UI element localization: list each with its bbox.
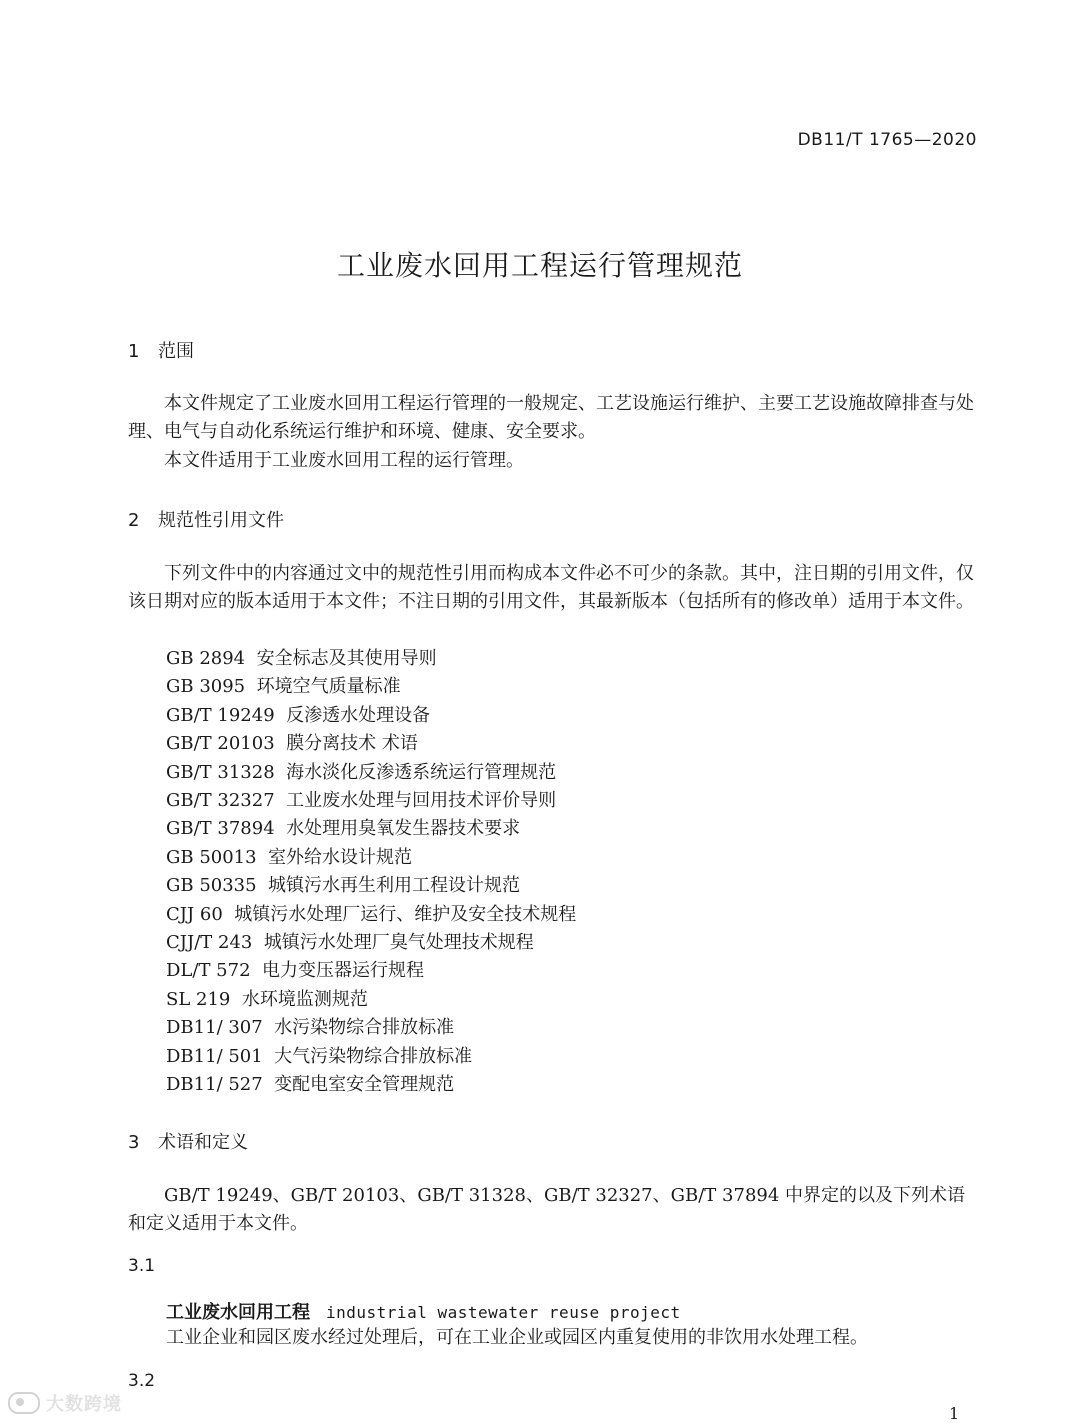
reference-item: [166, 929, 534, 957]
reference-name: 城镇污水处理厂运行、维护及安全技术规程: [234, 903, 577, 925]
clause-3-2-number: 3.2: [128, 1371, 156, 1391]
page-number: 1: [949, 1404, 960, 1423]
reference-code: GB/T 20103: [166, 733, 275, 755]
reference-name: 环境空气质量标准: [256, 676, 401, 698]
section-2-intro: 下列文件中的内容通过文中的规范性引用而构成本文件必不可少的条款。其中，注日期的引用文件，仅该日期对应的版本适用于本文件；不注日期的引用文件，其最新版本（包括所有的修改单）适用于本文件。: [128, 563, 974, 612]
reference-code: GB/T 31328: [166, 761, 275, 783]
section-3-title: 术语和定义: [158, 1132, 248, 1153]
reference-item: [166, 787, 556, 815]
reference-name: 大气污染物综合排放标准: [274, 1045, 473, 1067]
reference-name: 海水淡化反渗透系统运行管理规范: [286, 761, 557, 783]
section-3-intro: GB/T 19249、GB/T 20103、GB/T 31328、GB/T 32327、GB/T 37894 中界定的以及下列术语和定义适用于本文件。: [128, 1185, 966, 1234]
section-1-paragraph-1: 本文件规定了工业废水回用工程运行管理的一般规定、工艺设施运行维护、主要工艺设施故障排查与处理、电气与自动化系统运行维护和环境、健康、安全要求。: [128, 393, 974, 442]
reference-item: [166, 872, 520, 900]
reference-name: 水污染物综合排放标准: [274, 1017, 455, 1039]
section-2-title: 规范性引用文件: [158, 510, 284, 531]
reference-code: CJJ 60: [166, 903, 223, 925]
reference-item: [166, 730, 418, 758]
watermark-text: 大数跨境: [46, 1394, 122, 1415]
reference-name: 城镇污水再生利用工程设计规范: [268, 875, 521, 897]
reference-code: GB 3095: [166, 676, 246, 698]
reference-name: 室外给水设计规范: [268, 846, 413, 868]
document-id: DB11/T 1765—2020: [797, 130, 977, 150]
reference-name: 水处理用臭氧发生器技术要求: [286, 818, 521, 840]
reference-code: DL/T 572: [166, 960, 251, 982]
watermark-logo-icon: [8, 1392, 40, 1414]
reference-code: GB/T 32327: [166, 790, 275, 811]
reference-code: DB11/ 527: [166, 1074, 263, 1095]
reference-item: [166, 1071, 454, 1099]
reference-item: [166, 901, 576, 929]
section-3-heading: [128, 1128, 248, 1154]
reference-name: 城镇污水处理厂臭气处理技术规程: [263, 932, 534, 953]
reference-code: DB11/ 501: [166, 1045, 263, 1067]
reference-code: GB 50013: [166, 846, 257, 868]
reference-code: GB/T 19249: [166, 704, 275, 726]
reference-item: [166, 815, 520, 843]
reference-item: [166, 1014, 454, 1042]
reference-item: [166, 844, 412, 872]
reference-name: 安全标志及其使用导则: [256, 648, 437, 669]
reference-name: 变配电室安全管理规范: [274, 1074, 455, 1095]
section-3-number: 3: [128, 1132, 140, 1153]
reference-code: GB 2894: [166, 648, 246, 669]
document-title: 工业废水回用工程运行管理规范: [336, 249, 743, 282]
reference-code: SL 219: [166, 988, 231, 1010]
reference-code: CJJ/T 243: [166, 932, 253, 953]
term-definition: 工业企业和园区废水经过处理后，可在工业企业或园区内重复使用的非饮用水处理工程。: [166, 1327, 868, 1348]
watermark: [8, 1390, 122, 1416]
reference-item: [166, 957, 424, 985]
reference-name: 电力变压器运行规程: [262, 960, 424, 982]
term-english: industrial wastewater reuse project: [326, 1303, 681, 1322]
reference-item: [166, 759, 556, 787]
reference-code: GB/T 37894: [166, 818, 275, 840]
clause-3-1-number: 3.1: [128, 1256, 156, 1276]
reference-name: 工业废水处理与回用技术评价导则: [286, 790, 557, 811]
reference-name: 水环境监测规范: [241, 988, 368, 1010]
section-1-heading: [128, 337, 194, 363]
reference-item: [166, 645, 437, 673]
reference-code: DB11/ 307: [166, 1017, 263, 1039]
section-1-paragraph-2: 本文件适用于工业废水回用工程的运行管理。: [164, 450, 524, 471]
reference-item: [166, 1043, 472, 1071]
reference-item: [166, 673, 401, 701]
reference-code: GB 50335: [166, 875, 257, 897]
section-2-heading: [128, 506, 284, 532]
term-chinese: 工业废水回用工程: [166, 1302, 310, 1323]
reference-item: [166, 702, 430, 730]
reference-name: 膜分离技术 术语: [286, 733, 418, 755]
section-1-number: 1: [128, 341, 140, 362]
section-2-number: 2: [128, 510, 140, 531]
reference-name: 反渗透水处理设备: [286, 704, 431, 726]
section-1-title: 范围: [158, 341, 194, 362]
term-entry: [166, 1298, 681, 1324]
reference-item: [166, 986, 368, 1014]
